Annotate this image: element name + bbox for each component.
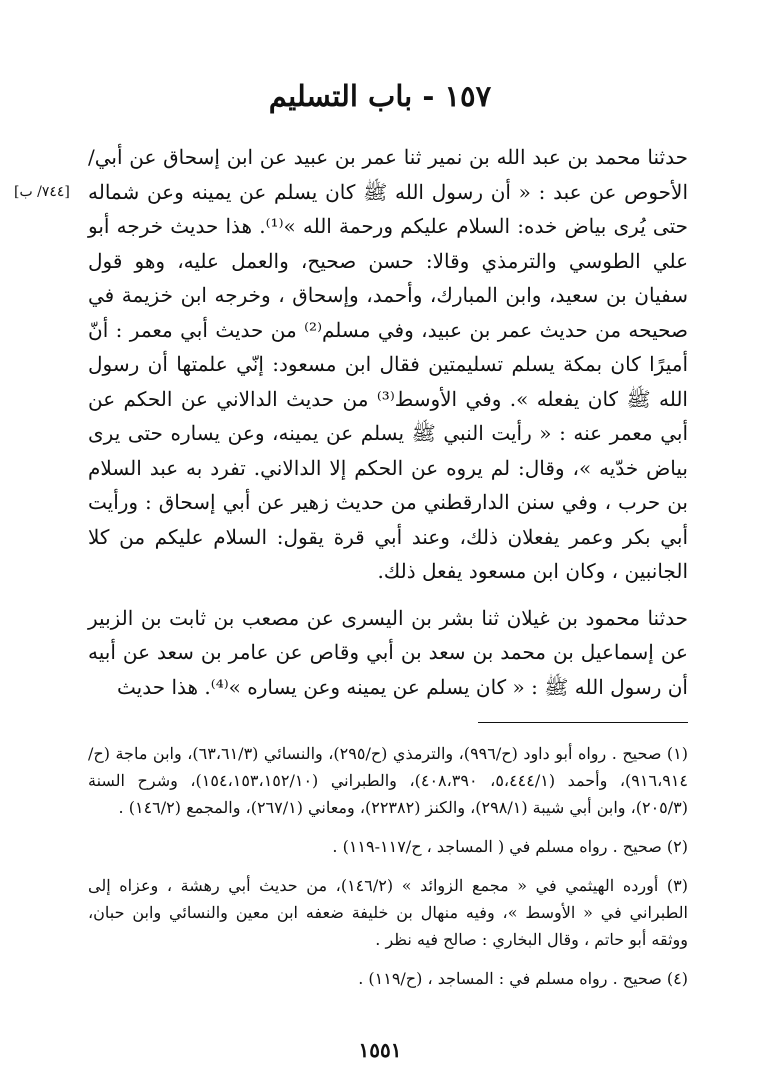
footnote-separator — [478, 722, 688, 723]
hadith-paragraph-2: حدثنا محمود بن غيلان ثنا بشر بن اليسرى عن مصعب بن ثابت بن الزبير عن إسماعيل بن محمد بن سعد بن أبي وقاص عن عامر بن سعد عن أبيه أن رسول الله ﷺ : « كان يسلم عن يمينه وعن يساره »⁽⁴⁾. هذا حديث — [88, 605, 688, 699]
main-text — [88, 140, 688, 704]
manuscript-folio-note: [٧٤٤/ ب] — [14, 184, 70, 200]
footnotes — [88, 740, 688, 1004]
page-number: ١٥٥١ — [358, 1038, 402, 1062]
footnote-1: (١) صحيح . رواه أبو داود (ح/٩٩٦)، والترمذي (ح/٢٩٥)، والنسائي (٦٣،٦١/٣)، وابن ماجة (ح/٩١٦،٩١٤)، وأحمد (٥،٤٤٤/١، ٤٠٨،٣٩٠)، والطبراني (١٥٤،١٥٣،١٥٢/١٠)، وشرح السنة (٢٠٥/٣)، وابن أبي شيبة (٢٩٨/١)، والكنز (٢٢٣٨٢)، ومعاني (٢٦٧/١)، والمجمع (١٤٦/٢) . — [88, 744, 689, 817]
footnote-4: (٤) صحيح . رواه مسلم في : المساجد ، (ح/١١٩) . — [358, 969, 688, 988]
chapter-heading: ١٥٧ - باب التسليم — [268, 79, 492, 113]
hadith-paragraph-1: حدثنا محمد بن عبد الله بن نمير ثنا عمر بن عبيد عن ابن إسحاق عن أبي/ الأحوص عن عبد : « أن رسول الله ﷺ كان يسلم عن يمينه وعن شماله حتى يُرى بياض خده: السلام عليكم ورحمة الله »⁽¹⁾. هذا حديث خرجه أبو علي الطوسي والترمذي وقالا: حسن صحيح، والعمل عليه، وهو قول سفيان بن سعيد، وابن المبارك، وأحمد، وإسحاق ، وخرجه ابن خزيمة في صحيحه من حديث عمر بن عبيد، وفي مسلم⁽²⁾ من حديث أبي معمر : أنّ أميرًا كان بمكة يسلم تسليمتين فقال ابن مسعود: إنّي علمتها أن رسول الله ﷺ كان يفعله ». وفي الأوسط⁽³⁾ من حديث الدالاني عن الحكم عن أبي معمر عنه : « رأيت النبي ﷺ يسلم عن يمينه، وعن يساره حتى يرى بياض خدّيه »، وقال: لم يروه عن الحكم إلا الدالاني. تفرد به عبد السلام بن حرب ، وفي سنن الدارقطني من حديث زهير عن أبي إسحاق : ورأيت أبي بكر وعمر يفعلان ذلك، وعند أبي قرة يقول: السلام عليكم من كلا الجانبين ، وكان ابن مسعود يفعل ذلك. — [88, 145, 688, 583]
footnote-2: (٢) صحيح . رواه مسلم في ( المساجد ، ح/١١٧-١١٩) . — [332, 837, 688, 856]
footnote-3: (٣) أورده الهيثمي في « مجمع الزوائد » (١٤٦/٢)، من حديث أبي رهشة ، وعزاه إلى الطبراني في « الأوسط »، وفيه منهال بن خليفة ضعفه ابن معين والنسائي وابن حبان، ووثقه أبو حاتم ، وقال البخاري : صالح فيه نظر . — [88, 876, 688, 949]
